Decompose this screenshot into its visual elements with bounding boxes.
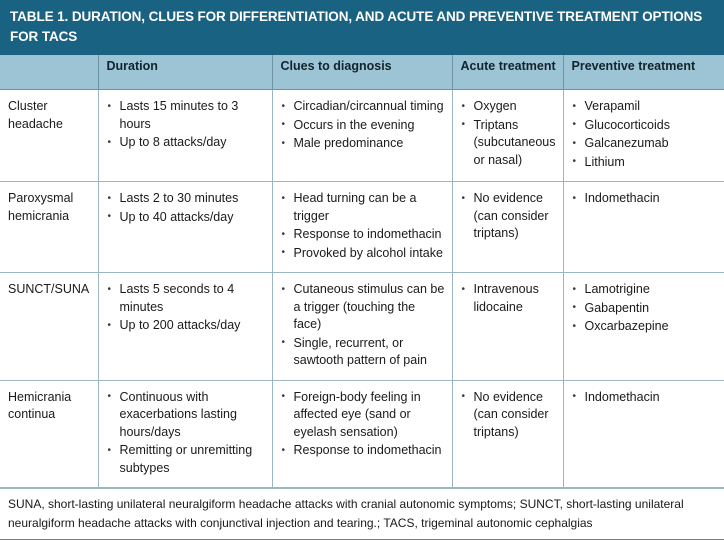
table-header-row	[0, 55, 724, 90]
bullet-list	[572, 389, 718, 407]
acute-treatment-cell	[452, 182, 563, 273]
bullet-item: • Up to 8 attacks/day	[107, 134, 265, 152]
bullet-list	[461, 98, 556, 169]
duration-cell	[98, 273, 272, 381]
bullet-item: • Male predominance	[281, 135, 445, 153]
table-row	[0, 273, 724, 381]
bullet-item: • Remitting or unremitting subtypes	[107, 442, 265, 477]
condition-name: Hemicrania continua	[8, 389, 72, 421]
bullet-item: • Lamotrigine	[572, 281, 718, 299]
bullet-item: • Galcanezumab	[572, 135, 718, 153]
bullet-list	[572, 281, 718, 336]
acute-treatment-cell	[452, 380, 563, 488]
bullet-list	[107, 190, 265, 226]
duration-cell	[98, 380, 272, 488]
bullet-item: • Lasts 5 seconds to 4 minutes	[107, 281, 265, 316]
clues-cell	[272, 380, 452, 488]
row-label-cell	[0, 90, 98, 182]
duration-cell	[98, 90, 272, 182]
bullet-item: • Indomethacin	[572, 389, 718, 407]
bullet-item: • Response to indomethacin	[281, 226, 445, 244]
row-label-cell	[0, 273, 98, 381]
preventive-treatment-cell	[563, 182, 724, 273]
bullet-list	[107, 389, 265, 478]
bullet-item: • Oxygen	[461, 98, 556, 116]
bullet-item: • Provoked by alcohol intake	[281, 245, 445, 263]
column-header-clues: Clues to diagnosis	[272, 55, 452, 90]
duration-cell	[98, 182, 272, 273]
bullet-item: • Head turning can be a trigger	[281, 190, 445, 225]
bullet-item: • Cutaneous stimulus can be a trigger (touching the face)	[281, 281, 445, 334]
preventive-treatment-cell	[563, 273, 724, 381]
table-row	[0, 182, 724, 273]
bullet-item: • Continuous with exacerbations lasting hours/days	[107, 389, 265, 442]
bullet-item: • Indomethacin	[572, 190, 718, 208]
bullet-item: • No evidence (can consider triptans)	[461, 389, 556, 442]
bullet-item: • Gabapentin	[572, 300, 718, 318]
bullet-item: • Lasts 2 to 30 minutes	[107, 190, 265, 208]
bullet-list	[107, 98, 265, 152]
bullet-list	[107, 281, 265, 335]
bullet-item: • Glucocorticoids	[572, 117, 718, 135]
bullet-item: • Up to 40 attacks/day	[107, 209, 265, 227]
column-header-duration: Duration	[98, 55, 272, 90]
tacs-comparison-table	[0, 55, 724, 488]
bullet-item: • No evidence (can consider triptans)	[461, 190, 556, 243]
condition-name: Cluster headache	[8, 99, 63, 131]
bullet-item: • Occurs in the evening	[281, 117, 445, 135]
preventive-treatment-cell	[563, 380, 724, 488]
table-row	[0, 90, 724, 182]
bullet-list	[461, 389, 556, 442]
bullet-item: • Response to indomethacin	[281, 442, 445, 460]
bullet-list	[461, 281, 556, 316]
column-header-acute-treatment: Acute treatment	[452, 55, 563, 90]
bullet-item: • Oxcarbazepine	[572, 318, 718, 336]
table-footnote: SUNA, short-lasting unilateral neuralgiform headache attacks with cranial autonomic symptoms; SUNCT, short-lasting unilateral neuralgiform headache attacks with conjunctival injection and tearing.; TACS, trigeminal autonomic cephalgias	[0, 488, 724, 540]
bullet-item: • Foreign-body feeling in affected eye (sand or eyelash sensation)	[281, 389, 445, 442]
bullet-list	[281, 190, 445, 262]
bullet-item: • Lasts 15 minutes to 3 hours	[107, 98, 265, 133]
bullet-item: • Triptans (subcutaneous or nasal)	[461, 117, 556, 170]
condition-name: SUNCT/SUNA	[8, 282, 90, 296]
clues-cell	[272, 90, 452, 182]
bullet-list	[461, 190, 556, 243]
bullet-list	[572, 190, 718, 208]
clues-cell	[272, 273, 452, 381]
condition-name: Paroxysmal hemicrania	[8, 191, 74, 223]
bullet-item: • Up to 200 attacks/day	[107, 317, 265, 335]
acute-treatment-cell	[452, 90, 563, 182]
bullet-list	[281, 389, 445, 460]
bullet-item: • Intravenous lidocaine	[461, 281, 556, 316]
bullet-list	[572, 98, 718, 171]
preventive-treatment-cell	[563, 90, 724, 182]
row-label-cell	[0, 380, 98, 488]
row-label-cell	[0, 182, 98, 273]
clues-cell	[272, 182, 452, 273]
table-title: TABLE 1. DURATION, CLUES FOR DIFFERENTIATION, AND ACUTE AND PREVENTIVE TREATMENT OPTIONS FOR TACS	[0, 0, 724, 55]
bullet-list	[281, 98, 445, 153]
bullet-item: • Single, recurrent, or sawtooth pattern of pain	[281, 335, 445, 370]
table-row	[0, 380, 724, 488]
bullet-item: • Circadian/circannual timing	[281, 98, 445, 116]
column-header-name	[0, 55, 98, 90]
acute-treatment-cell	[452, 273, 563, 381]
bullet-item: • Verapamil	[572, 98, 718, 116]
bullet-list	[281, 281, 445, 370]
bullet-item: • Lithium	[572, 154, 718, 172]
column-header-preventive-treatment: Preventive treatment	[563, 55, 724, 90]
table-body	[0, 90, 724, 488]
